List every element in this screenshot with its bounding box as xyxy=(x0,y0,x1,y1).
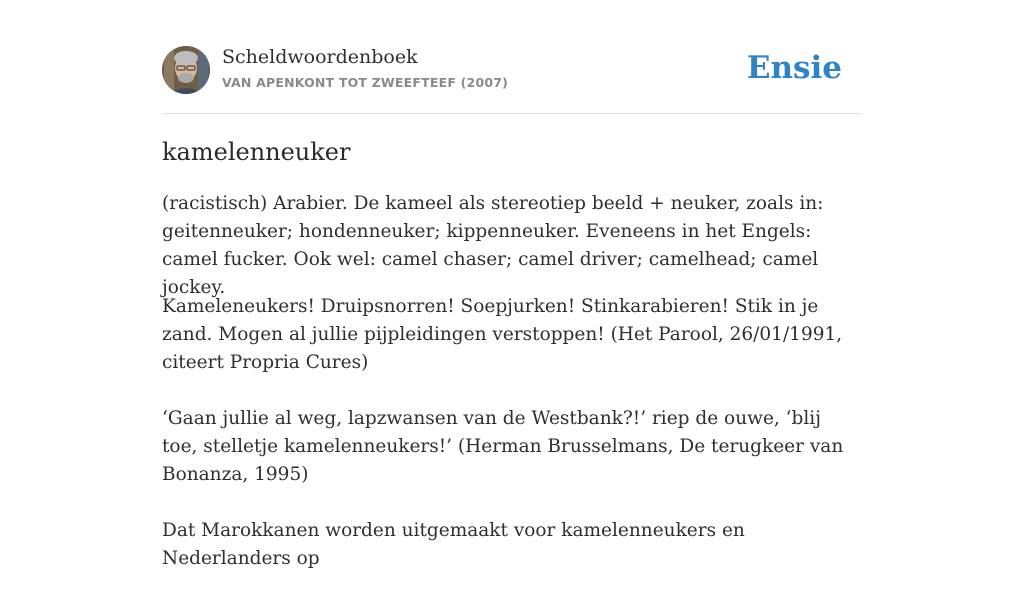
book-title[interactable]: Scheldwoordenboek xyxy=(222,46,418,68)
author-avatar[interactable] xyxy=(162,46,210,94)
avatar-portrait-icon xyxy=(162,46,210,94)
quote-item: Dat Marokkanen worden uitgemaakt voor kamelenneukers en Nederlanders op xyxy=(162,520,745,569)
header-divider xyxy=(162,113,862,114)
quote-item: ‘Gaan jullie al weg, lapzwansen van de Westbank?!’ riep de ouwe, ‘blij toe, stelletje kamelenneukers!’ (Herman Brusselmans, De terugkeer van Bonanza, 1995) xyxy=(162,408,844,485)
entry-title: kamelenneuker xyxy=(162,138,351,166)
ensie-logo-link[interactable]: Ensie xyxy=(746,50,842,86)
quote-item: Kameleneukers! Druipsnorren! Soepjurken! Stinkarabieren! Stik in je zand. Mogen al jullie pijpleidingen verstoppen! (Het Parool, 26/01/1991, citeert Propria Cures) xyxy=(162,296,843,373)
page-header xyxy=(162,46,862,96)
entry-quotes xyxy=(162,293,862,601)
entry-definition: (racistisch) Arabier. De kameel als stereotiep beeld + neuker, zoals in: geitenneuker; hondenneuker; kippenneuker. Eveneens in het Engels: camel fucker. Ook wel: camel chaser; camel driver; camelhead; camel jockey. xyxy=(162,193,824,298)
book-subtitle: VAN APENKONT TOT ZWEEFTEEF (2007) xyxy=(222,75,509,90)
